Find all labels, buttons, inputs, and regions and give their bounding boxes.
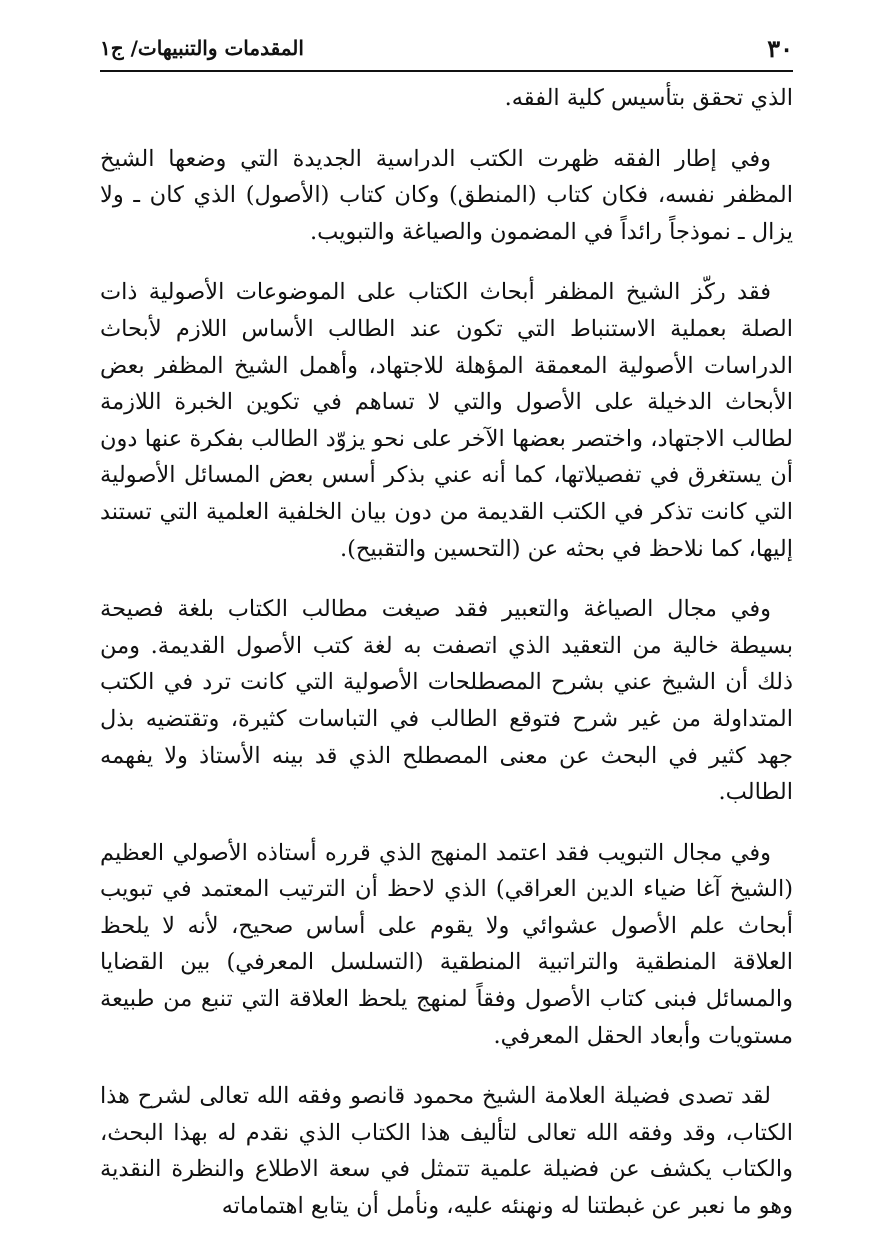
page-header xyxy=(100,30,793,70)
page-number: ٣٠ xyxy=(767,34,793,63)
paragraph: وفي إطار الفقه ظهرت الكتب الدراسية الجديدة التي وضعها الشيخ المظفر نفسه، فكان كتاب (المنطق) وكان كتاب (الأصول) الذي كان ـ ولا يزال ـ نموذجاً رائداً في المضمون والصياغة والتبويب. xyxy=(100,145,793,245)
paragraph-continuation: الذي تحقق بتأسيس كلية الفقه. xyxy=(504,85,793,111)
body-text xyxy=(100,80,793,1225)
running-title: المقدمات والتنبيهات/ ج١ xyxy=(100,36,304,60)
paragraph: لقد تصدى فضيلة العلامة الشيخ محمود قانصو وفقه الله تعالى لشرح هذا الكتاب، وقد وفقه الله تعالى لتأليف هذا الكتاب الذي نقدم له بهذا البحث، والكتاب يكشف عن فضيلة علمية تتمثل في سعة الاطلاع والنظرة النقدية وهو ما نعبر عن غبطتنا له ونهنئه عليه، ونأمل أن يتابع اهتماماته xyxy=(100,1083,793,1220)
paragraph: وفي مجال الصياغة والتعبير فقد صيغت مطالب الكتاب بلغة فصيحة بسيطة خالية من التعقيد الذي اتصفت به لغة كتب الأصول القديمة. ومن ذلك أن الشيخ عني بشرح المصطلحات الأصولية التي كانت ترد في الكتب المتداولة من غير شرح فتوقع الطالب في التباسات كثيرة، وتقتضيه بذل جهد كثير في البحث عن معنى المصطلح الذي قد بينه الأستاذ ولا يفهمه الطالب. xyxy=(100,596,793,806)
paragraph: وفي مجال التبويب فقد اعتمد المنهج الذي قرره أستاذه الأصولي العظيم (الشيخ آغا ضياء الدين العراقي) الذي لاحظ أن الترتيب المعتمد في تبويب أبحاث علم الأصول عشوائي ولا يقوم على أساس صحيح، لأنه لا يلحظ العلاقة المنطقية والتراتبية المنطقية (التسلسل المعرفي) بين القضايا والمسائل فبنى كتاب الأصول وفقاً لمنهج يلحظ العلاقة التي تنبع من طبيعة مستويات وأبعاد الحقل المعرفي. xyxy=(100,839,793,1049)
paragraph: فقد ركّز الشيخ المظفر أبحاث الكتاب على الموضوعات الأصولية ذات الصلة بعملية الاستنباط التي تكون عند الطالب الأساس اللازم لأبحاث الدراسات الأصولية المعمقة المؤهلة للاجتهاد، وأهمل الشيخ المظفر بعض الأبحاث الدخيلة على الأصول والتي لا تساهم في تكوين الخبرة اللازمة لطالب الاجتهاد، واختصر بعضها الآخر على نحو يزوّد الطالب بفكرة عنها دون أن يستغرق في تفصيلاتها، كما أنه عني بذكر أسس بعض المسائل الأصولية التي كانت تذكر في الكتب القديمة من دون بيان الخلفية العلمية التي تستند إليها، كما نلاحظ في بحثه عن (التحسين والتقبيح). xyxy=(100,279,794,562)
header-rule xyxy=(100,70,793,72)
